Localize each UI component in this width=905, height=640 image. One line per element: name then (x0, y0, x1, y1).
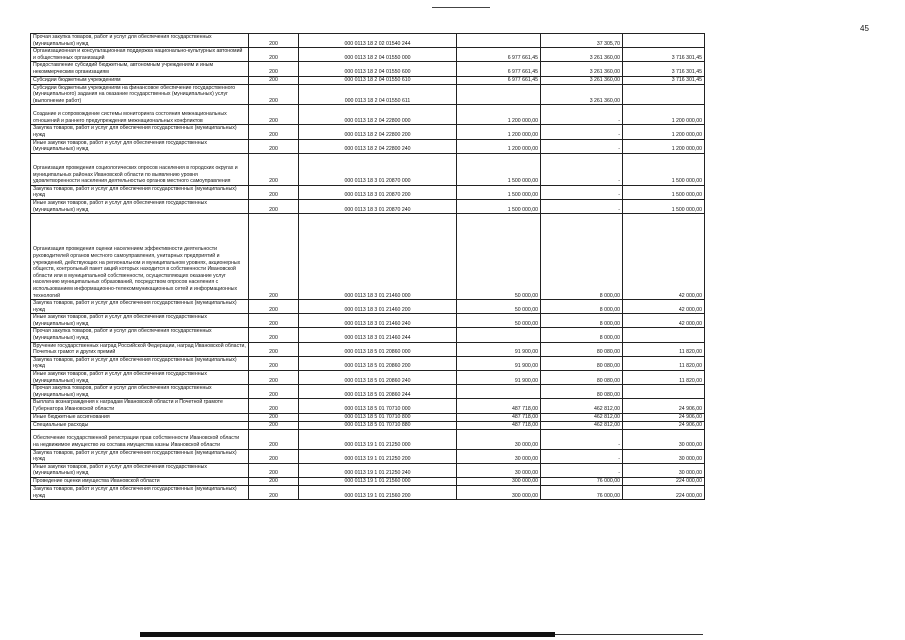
row-executed-amount: - (541, 199, 623, 213)
row-approved-amount: 50 000,00 (457, 314, 541, 328)
row-executed-amount: - (541, 153, 623, 185)
row-executed-amount: 80 080,00 (541, 342, 623, 356)
row-executed-amount: 3 261 360,00 (541, 76, 623, 84)
row-approved-amount: 1 500 000,00 (457, 153, 541, 185)
table-row (31, 429, 705, 449)
row-executed-amount: 80 080,00 (541, 356, 623, 370)
table-row (31, 48, 705, 62)
table-row (31, 199, 705, 213)
row-remaining-amount: 11 820,00 (623, 356, 705, 370)
row-remaining-amount (623, 328, 705, 342)
row-remaining-amount: 1 500 000,00 (623, 153, 705, 185)
row-approved-amount: 6 977 661,45 (457, 62, 541, 76)
row-budget-code: 000 0113 18 2 04 01550 000 (299, 48, 457, 62)
row-budget-code: 000 0113 18 5 01 20860 000 (299, 342, 457, 356)
row-remaining-amount: 42 000,00 (623, 314, 705, 328)
row-admin-code: 200 (249, 485, 299, 499)
row-budget-code: 000 0113 18 2 04 01550 610 (299, 76, 457, 84)
row-description: Прочая закупка товаров, работ и услуг для обеспечения государственных (муниципальных) нужд (31, 385, 249, 399)
row-remaining-amount: 1 500 000,00 (623, 199, 705, 213)
row-executed-amount: 3 261 360,00 (541, 84, 623, 105)
table-row (31, 399, 705, 413)
row-admin-code: 200 (249, 356, 299, 370)
row-budget-code: 000 0113 18 3 01 21460 244 (299, 328, 457, 342)
row-remaining-amount (623, 34, 705, 48)
row-admin-code: 200 (249, 477, 299, 485)
table-row (31, 153, 705, 185)
row-budget-code: 000 0113 19 1 01 21250 240 (299, 463, 457, 477)
row-admin-code: 200 (249, 48, 299, 62)
row-approved-amount: 30 000,00 (457, 449, 541, 463)
row-admin-code: 200 (249, 399, 299, 413)
budget-table (30, 33, 705, 500)
row-budget-code: 000 0113 18 3 01 20870 200 (299, 185, 457, 199)
row-approved-amount: 487 718,00 (457, 399, 541, 413)
row-admin-code: 200 (249, 449, 299, 463)
row-approved-amount: 30 000,00 (457, 429, 541, 449)
row-remaining-amount: 30 000,00 (623, 429, 705, 449)
row-remaining-amount (623, 385, 705, 399)
row-budget-code: 000 0113 18 5 01 70710 880 (299, 421, 457, 429)
row-budget-code: 000 0113 19 1 01 21560 200 (299, 485, 457, 499)
row-executed-amount: - (541, 449, 623, 463)
row-budget-code: 000 0113 18 3 01 21460 200 (299, 300, 457, 314)
row-admin-code: 200 (249, 300, 299, 314)
row-budget-code: 000 0113 18 5 01 70710 000 (299, 399, 457, 413)
row-budget-code: 000 0113 19 1 01 21250 200 (299, 449, 457, 463)
row-approved-amount: 1 500 000,00 (457, 185, 541, 199)
table-row (31, 385, 705, 399)
row-description: Обеспечение государственной регистрации прав собственности Ивановской области на недвижимое имущество из состава имущества казны Ивановской области (31, 429, 249, 449)
table-row (31, 463, 705, 477)
row-admin-code: 200 (249, 199, 299, 213)
row-remaining-amount: 24 906,00 (623, 399, 705, 413)
row-remaining-amount: 3 716 301,45 (623, 62, 705, 76)
row-executed-amount: 462 812,00 (541, 421, 623, 429)
row-remaining-amount: 1 200 000,00 (623, 125, 705, 139)
row-executed-amount: 8 000,00 (541, 300, 623, 314)
row-description: Иные закупки товаров, работ и услуг для обеспечения государственных (муниципальных) нужд (31, 199, 249, 213)
row-approved-amount (457, 84, 541, 105)
row-admin-code: 200 (249, 463, 299, 477)
row-budget-code: 000 0113 18 5 01 20860 244 (299, 385, 457, 399)
row-remaining-amount: 3 716 301,45 (623, 48, 705, 62)
row-approved-amount: 6 977 661,45 (457, 48, 541, 62)
row-executed-amount: - (541, 185, 623, 199)
row-admin-code: 200 (249, 34, 299, 48)
row-description: Вручение государственных наград Российской Федерации, наград Ивановской области, Почетных грамот и других премий (31, 342, 249, 356)
row-description: Организация проведения социологических опросов населения в городских округах и муниципальных районах Ивановской области по выявлению уровня удовлетворенности населения деятельностью органов местного самоуправления (31, 153, 249, 185)
row-remaining-amount: 3 716 301,45 (623, 76, 705, 84)
table-row (31, 76, 705, 84)
row-budget-code: 000 0113 18 2 04 22800 240 (299, 139, 457, 153)
row-description: Прочая закупка товаров, работ и услуг для обеспечения государственных (муниципальных) нужд (31, 328, 249, 342)
row-budget-code: 000 0113 18 3 01 20870 240 (299, 199, 457, 213)
row-budget-code: 000 0113 18 3 01 21460 240 (299, 314, 457, 328)
table-row (31, 214, 705, 300)
row-approved-amount: 1 500 000,00 (457, 199, 541, 213)
row-remaining-amount: 11 820,00 (623, 371, 705, 385)
bottom-rule (555, 634, 703, 635)
row-budget-code: 000 0113 18 2 04 01550 611 (299, 84, 457, 105)
row-executed-amount: 8 000,00 (541, 214, 623, 300)
row-admin-code: 200 (249, 76, 299, 84)
top-rule (432, 7, 490, 8)
row-executed-amount: 3 261 360,00 (541, 62, 623, 76)
row-approved-amount: 91 900,00 (457, 371, 541, 385)
row-description: Прочая закупка товаров, работ и услуг для обеспечения государственных (муниципальных) нужд (31, 34, 249, 48)
row-description: Создание и сопровождение системы мониторинга состояния межнациональных отношений и раннего предупреждения межнациональных конфликтов (31, 105, 249, 125)
row-approved-amount: 1 200 000,00 (457, 139, 541, 153)
row-admin-code: 200 (249, 214, 299, 300)
row-description: Иные закупки товаров, работ и услуг для обеспечения государственных (муниципальных) нужд (31, 314, 249, 328)
row-approved-amount: 91 900,00 (457, 342, 541, 356)
row-description: Иные бюджетные ассигнования (31, 413, 249, 421)
row-approved-amount: 487 718,00 (457, 421, 541, 429)
table-row (31, 34, 705, 48)
row-admin-code: 200 (249, 84, 299, 105)
table-row (31, 421, 705, 429)
table-row (31, 449, 705, 463)
row-admin-code: 200 (249, 314, 299, 328)
table-row (31, 328, 705, 342)
row-budget-code: 000 0113 18 2 02 01540 244 (299, 34, 457, 48)
row-budget-code: 000 0113 18 2 04 22800 200 (299, 125, 457, 139)
budget-table-body (31, 34, 705, 500)
table-row (31, 356, 705, 370)
row-admin-code: 200 (249, 429, 299, 449)
row-executed-amount: 80 080,00 (541, 385, 623, 399)
row-budget-code: 000 0113 19 1 01 21560 000 (299, 477, 457, 485)
row-description: Организационная и консультационная поддержка национально-культурных автономий и общественных организаций (31, 48, 249, 62)
row-budget-code: 000 0113 18 5 01 20860 240 (299, 371, 457, 385)
row-description: Субсидии бюджетным учреждениям на финансовое обеспечение государственного (муниципального) задания на оказание государственных (муниципальных) услуг (выполнение работ) (31, 84, 249, 105)
row-description: Иные закупки товаров, работ и услуг для обеспечения государственных (муниципальных) нужд (31, 463, 249, 477)
row-executed-amount: - (541, 463, 623, 477)
row-remaining-amount: 224 000,00 (623, 477, 705, 485)
row-remaining-amount: 1 200 000,00 (623, 105, 705, 125)
row-remaining-amount: 30 000,00 (623, 449, 705, 463)
row-executed-amount: - (541, 429, 623, 449)
table-row (31, 342, 705, 356)
row-admin-code: 200 (249, 371, 299, 385)
row-remaining-amount: 24 906,00 (623, 413, 705, 421)
row-description: Предоставление субсидий бюджетным, автономным учреждениям и иным некоммерческим организациям (31, 62, 249, 76)
row-approved-amount: 50 000,00 (457, 214, 541, 300)
row-admin-code: 200 (249, 139, 299, 153)
row-executed-amount: 76 000,00 (541, 477, 623, 485)
row-budget-code: 000 0113 19 1 01 21250 000 (299, 429, 457, 449)
row-executed-amount: - (541, 105, 623, 125)
table-row (31, 125, 705, 139)
row-executed-amount: 76 000,00 (541, 485, 623, 499)
row-approved-amount: 50 000,00 (457, 300, 541, 314)
row-executed-amount: 3 261 360,00 (541, 48, 623, 62)
row-admin-code: 200 (249, 62, 299, 76)
row-admin-code: 200 (249, 153, 299, 185)
table-row (31, 485, 705, 499)
table-row (31, 84, 705, 105)
row-approved-amount: 300 000,00 (457, 485, 541, 499)
row-description: Выплата вознаграждения к наградам Ивановской области и Почетной грамоте Губернатора Ивановской области (31, 399, 249, 413)
row-executed-amount: 37 305,70 (541, 34, 623, 48)
row-approved-amount: 1 200 000,00 (457, 105, 541, 125)
row-admin-code: 200 (249, 342, 299, 356)
row-budget-code: 000 0113 18 3 01 20870 000 (299, 153, 457, 185)
row-description: Проведение оценки имущества Ивановской области (31, 477, 249, 485)
row-admin-code: 200 (249, 421, 299, 429)
row-executed-amount: 462 812,00 (541, 413, 623, 421)
row-description: Организация проведения оценки населением эффективности деятельности руководителей органов местного самоуправления, унитарных предприятий и учреждений, действующих на региональном и муниципальном уровнях, акционерных обществ, контрольный пакет акций которых находится в собственности Ивановской области или в муниципальной собственности, осуществляющих оказание услуг населению муниципальных образований, посредством опросов населения с использованием информационно-телекоммуникационных сетей и информационных технологий (31, 214, 249, 300)
row-executed-amount: 8 000,00 (541, 314, 623, 328)
row-remaining-amount: 42 000,00 (623, 214, 705, 300)
row-admin-code: 200 (249, 105, 299, 125)
row-approved-amount: 300 000,00 (457, 477, 541, 485)
row-executed-amount: 462 812,00 (541, 399, 623, 413)
row-approved-amount (457, 385, 541, 399)
row-description: Закупка товаров, работ и услуг для обеспечения государственных (муниципальных) нужд (31, 449, 249, 463)
row-remaining-amount: 11 820,00 (623, 342, 705, 356)
row-budget-code: 000 0113 18 2 04 01550 600 (299, 62, 457, 76)
row-description: Иные закупки товаров, работ и услуг для обеспечения государственных (муниципальных) нужд (31, 371, 249, 385)
row-executed-amount: - (541, 139, 623, 153)
row-budget-code: 000 0113 18 5 01 20860 200 (299, 356, 457, 370)
table-row (31, 185, 705, 199)
table-row (31, 413, 705, 421)
table-row (31, 314, 705, 328)
table-row (31, 300, 705, 314)
bottom-scan-bar (140, 632, 555, 637)
row-admin-code: 200 (249, 185, 299, 199)
row-executed-amount: 8 000,00 (541, 328, 623, 342)
row-admin-code: 200 (249, 125, 299, 139)
row-description: Закупка товаров, работ и услуг для обеспечения государственных (муниципальных) нужд (31, 356, 249, 370)
row-approved-amount: 30 000,00 (457, 463, 541, 477)
row-approved-amount: 6 977 661,45 (457, 76, 541, 84)
row-approved-amount (457, 328, 541, 342)
row-approved-amount: 487 718,00 (457, 413, 541, 421)
row-approved-amount: 1 200 000,00 (457, 125, 541, 139)
row-executed-amount: 80 080,00 (541, 371, 623, 385)
row-remaining-amount: 1 200 000,00 (623, 139, 705, 153)
row-description: Специальные расходы (31, 421, 249, 429)
table-row (31, 105, 705, 125)
table-row (31, 477, 705, 485)
row-description: Субсидии бюджетным учреждениям (31, 76, 249, 84)
row-description: Закупка товаров, работ и услуг для обеспечения государственных (муниципальных) нужд (31, 125, 249, 139)
table-row (31, 62, 705, 76)
row-remaining-amount (623, 84, 705, 105)
row-description: Иные закупки товаров, работ и услуг для обеспечения государственных (муниципальных) нужд (31, 139, 249, 153)
row-remaining-amount: 24 906,00 (623, 421, 705, 429)
row-budget-code: 000 0113 18 5 01 70710 800 (299, 413, 457, 421)
row-description: Закупка товаров, работ и услуг для обеспечения государственных (муниципальных) нужд (31, 485, 249, 499)
row-description: Закупка товаров, работ и услуг для обеспечения государственных (муниципальных) нужд (31, 185, 249, 199)
row-budget-code: 000 0113 18 2 04 22800 000 (299, 105, 457, 125)
row-remaining-amount: 42 000,00 (623, 300, 705, 314)
table-row (31, 139, 705, 153)
row-admin-code: 200 (249, 328, 299, 342)
row-admin-code: 200 (249, 413, 299, 421)
page-number: 45 (860, 24, 869, 33)
table-row (31, 371, 705, 385)
row-description: Закупка товаров, работ и услуг для обеспечения государственных (муниципальных) нужд (31, 300, 249, 314)
row-executed-amount: - (541, 125, 623, 139)
row-admin-code: 200 (249, 385, 299, 399)
row-remaining-amount: 224 000,00 (623, 485, 705, 499)
row-approved-amount: 91 900,00 (457, 356, 541, 370)
row-approved-amount (457, 34, 541, 48)
row-budget-code: 000 0113 18 3 01 21460 000 (299, 214, 457, 300)
row-remaining-amount: 1 500 000,00 (623, 185, 705, 199)
row-remaining-amount: 30 000,00 (623, 463, 705, 477)
